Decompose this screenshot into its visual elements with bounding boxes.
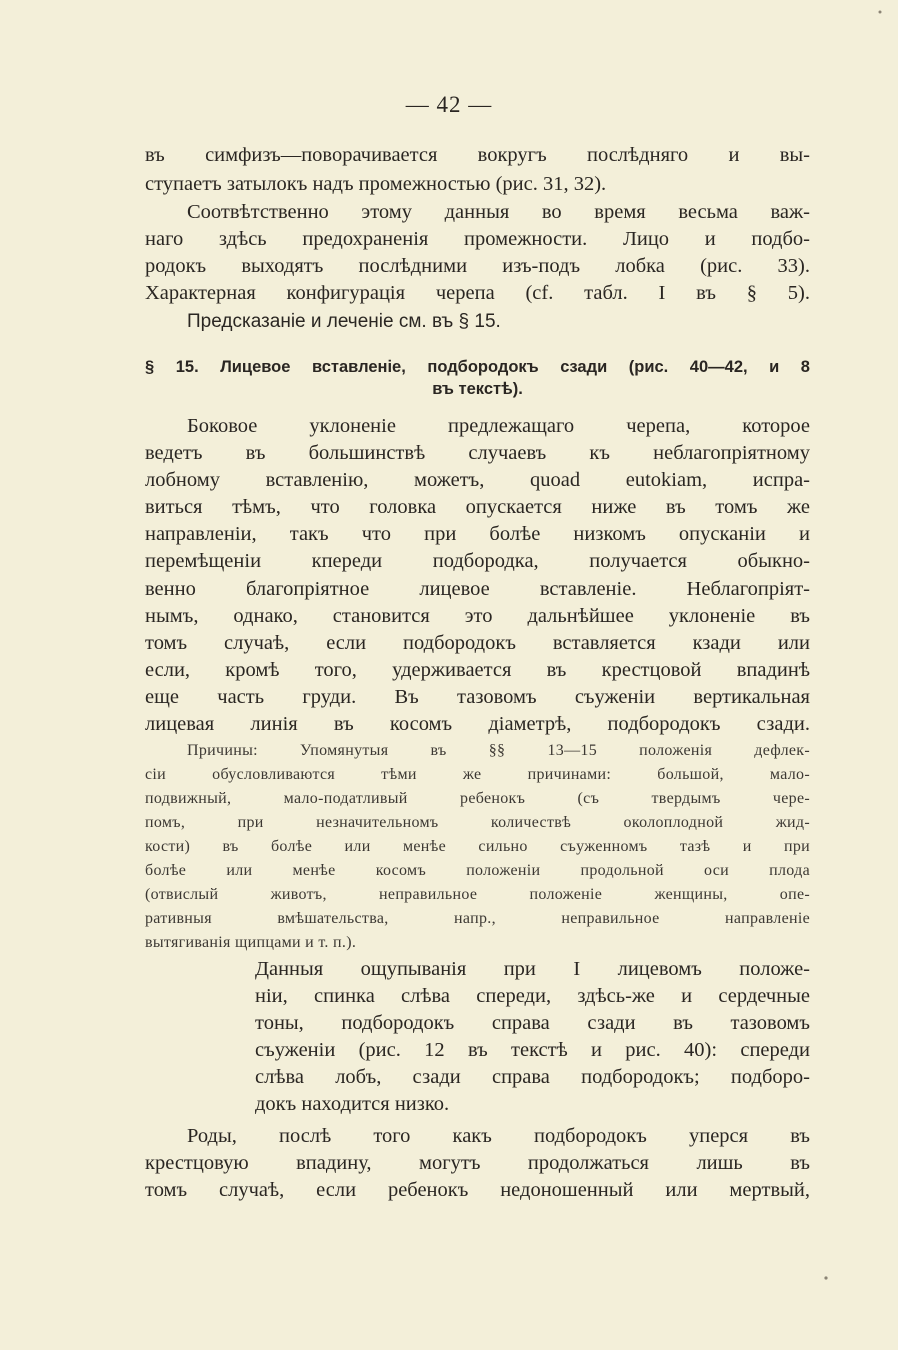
small-text-line: сіи обусловливаются тѣми же причинами: большой, мало- [145,766,810,783]
small-text-line: Причины: Упомянутыя въ §§ 13—15 положенія дефлек- [187,742,810,759]
text-line: томъ случаѣ, если подбородокъ вставляется кзади или [145,632,810,654]
text-line: лобному вставленію, можетъ, quoad eutokiam, испра- [145,469,810,491]
text-line: Боковое уклоненіе предлежащаго черепа, которое [187,415,810,437]
text-line: слѣва лобъ, сзади справа подбородокъ; подборо- [255,1066,810,1088]
text-line: Роды, послѣ того какъ подбородокъ уперся въ [187,1125,810,1147]
text-line: лицевая линія въ косомъ діаметрѣ, подбородокъ сзади. [145,713,810,735]
small-text-line: вытягиванія щипцами и т. п.). [145,934,357,951]
text-line: еще часть груди. Въ тазовомъ съуженіи вертикальная [145,686,810,708]
small-text-line: помъ, при незначительномъ количествѣ околоплодной жид- [145,814,810,831]
text-line: ступаетъ затылокъ надъ промежностью (рис. 31, 32). [145,173,607,195]
paper-speck [824,1276,827,1279]
small-text-line: (отвислый животъ, неправильное положеніе женщины, опе- [145,886,810,903]
text-line: если, кромѣ того, удерживается въ крестцовой впадинѣ [145,659,810,681]
text-line: родокъ выходятъ послѣдними изъ-подъ лобка (рис. 33). [145,255,810,277]
section-heading-continued: въ текстѣ). [432,380,523,398]
text-line: съуженіи (рис. 12 въ текстѣ и рис. 40): спереди [255,1039,810,1061]
paper-speck [879,11,882,14]
text-line: ніи, спинка слѣва спереди, здѣсь-же и сердечные [255,985,810,1007]
text-line: докъ находится низко. [255,1093,450,1115]
section-heading: § 15. Лицевое вставленіе, подбородокъ сзади (рис. 40—42, и 8 [145,358,810,376]
text-line: направленіи, такъ что при болѣе низкомъ опусканіи и [145,523,810,545]
text-line: виться тѣмъ, что головка опускается ниже въ томъ же [145,496,810,518]
text-line: перемѣщеніи кпереди подбородка, получается обыкно- [145,550,810,572]
small-text-line: кости) въ болѣе или менѣе сильно съуженномъ тазѣ и при [145,838,810,855]
text-line: томъ случаѣ, если ребенокъ недоношенный или мертвый, [145,1179,810,1201]
small-text-line: болѣе или менѣе косомъ положеніи продольной оси плода [145,862,810,879]
text-line: Характерная конфигурація черепа (cf. табл. I въ § 5). [145,282,810,304]
text-line: нымъ, однако, становится это дальнѣйшее уклоненіе въ [145,605,810,627]
text-line: Соотвѣтственно этому данныя во время весьма важ- [187,201,810,223]
text-line: венно благопріятное лицевое вставленіе. Неблагопріят- [145,578,810,600]
small-text-line: ративныя вмѣшательства, напр., неправильное направленіе [145,910,810,927]
text-line: крестцовую впадину, могутъ продолжаться лишь въ [145,1152,810,1174]
text-line: тоны, подбородокъ справа сзади въ тазовомъ [255,1012,810,1034]
text-line: въ симфизъ—поворачивается вокругъ послѣдняго и вы- [145,144,810,166]
text-line: наго здѣсь предохраненія промежности. Лицо и подбо- [145,228,810,250]
prognosis-line: Предсказаніе и леченіе см. въ § 15. [187,311,501,332]
small-text-line: подвижный, мало-податливый ребенокъ (съ твердымъ чере- [145,790,810,807]
page-number: — 42 — [405,92,493,117]
text-line: ведетъ въ большинствѣ случаевъ къ неблагопріятному [145,442,810,464]
text-line: Данныя ощупыванія при I лицевомъ положе- [255,958,810,980]
